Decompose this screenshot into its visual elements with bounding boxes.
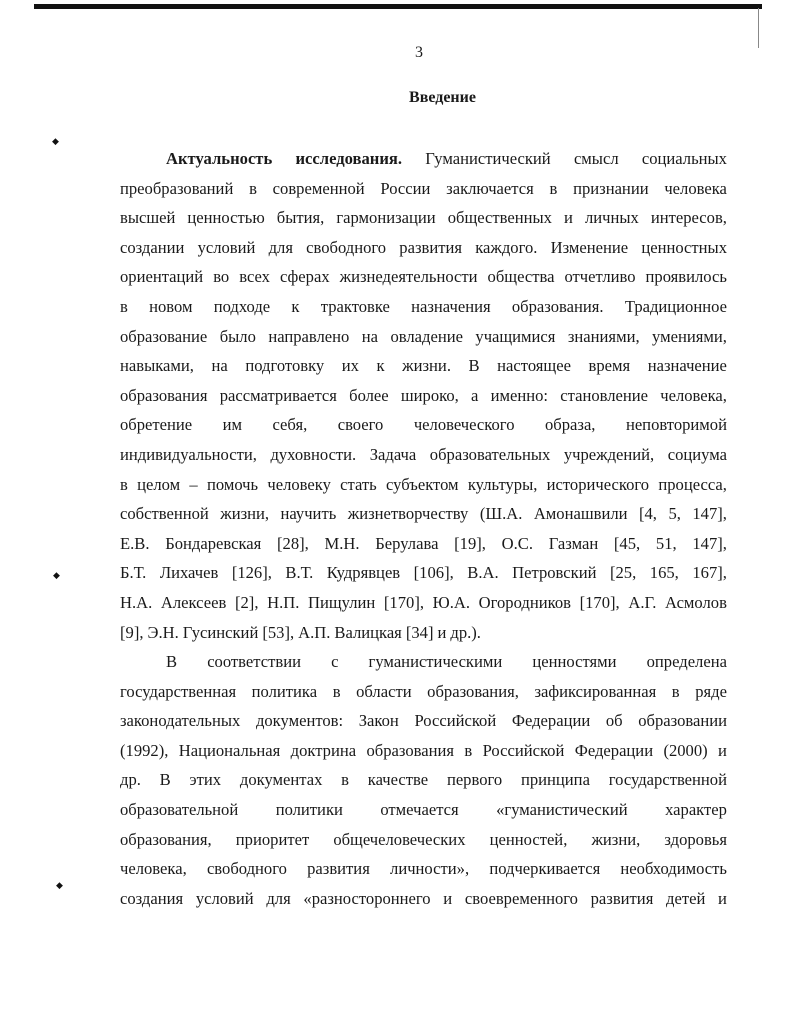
word: новом: [149, 296, 193, 316]
word: В.Т.: [285, 563, 314, 583]
word: своего: [337, 415, 384, 435]
word: с: [331, 652, 339, 672]
word: А.П.: [298, 622, 331, 642]
word: образовательных: [429, 444, 551, 464]
word: ценностей,: [489, 829, 568, 849]
text-line: [120, 558, 727, 588]
word: Амонашвили: [533, 504, 628, 524]
word: В: [159, 770, 171, 790]
word: к: [291, 296, 300, 316]
word: политика: [251, 681, 318, 701]
text-line: [120, 381, 727, 411]
word: документах: [239, 770, 323, 790]
word: приоритет: [235, 829, 310, 849]
word: в: [120, 296, 128, 316]
word: Российской: [414, 711, 497, 731]
word: жизни,: [591, 829, 641, 849]
word: образования,: [427, 681, 519, 701]
text-line: [120, 203, 727, 233]
word: законодательных: [120, 711, 241, 731]
word: во: [213, 267, 230, 287]
text-line: [120, 825, 727, 855]
word: [2],: [234, 592, 259, 612]
word: [106],: [413, 563, 454, 583]
word: было: [219, 326, 256, 346]
word: общечеловеческих: [333, 829, 466, 849]
word: М.Н.: [324, 533, 360, 553]
punch-hole-mark: ◆: [53, 570, 60, 580]
word: гармонизации: [336, 208, 436, 228]
text-line: [120, 736, 727, 766]
word: В: [468, 356, 480, 376]
word: образовательной: [120, 800, 239, 820]
text-line: [120, 529, 727, 559]
word: а: [471, 385, 479, 405]
word: условий: [195, 888, 254, 908]
word: заключается: [446, 178, 534, 198]
word: индивидуальности,: [120, 444, 257, 464]
word: социума: [667, 444, 727, 464]
word: человеку: [267, 474, 331, 494]
word: 167],: [692, 563, 727, 583]
word: «гуманистический: [496, 800, 628, 820]
word: проявилось: [645, 267, 727, 287]
word: др.).: [450, 622, 481, 642]
word: документов:: [255, 711, 344, 731]
word: Алексеев: [160, 592, 227, 612]
word: им: [222, 415, 243, 435]
word: и: [443, 888, 453, 908]
word: [45,: [613, 533, 641, 553]
word: и: [718, 740, 727, 760]
word: Федерации: [511, 711, 591, 731]
punch-hole-mark: ◆: [52, 136, 59, 146]
word: Е.В.: [120, 533, 150, 553]
word: [34]: [405, 622, 434, 642]
word: личных: [584, 208, 639, 228]
word: [25,: [609, 563, 637, 583]
text-line: [120, 795, 727, 825]
word: 51,: [655, 533, 677, 553]
word: [53],: [262, 622, 295, 642]
word: образования,: [120, 829, 212, 849]
word: становление: [560, 385, 649, 405]
word: на: [211, 356, 228, 376]
word: Валицкая: [334, 622, 402, 642]
word: культуры,: [467, 474, 538, 494]
word: широко,: [400, 385, 459, 405]
word: области: [356, 681, 412, 701]
text-line: [120, 410, 727, 440]
word: преобразований: [120, 178, 234, 198]
word: [170],: [579, 592, 620, 612]
text-line: [120, 322, 727, 352]
word: подходе: [213, 296, 271, 316]
word: человеческого: [413, 415, 515, 435]
word: детей: [666, 888, 706, 908]
word: образования: [366, 740, 454, 760]
word: условий: [197, 237, 256, 257]
text-line: [120, 292, 727, 322]
word: 147],: [692, 504, 727, 524]
scan-top-border: [34, 4, 762, 9]
word: Газман: [548, 533, 599, 553]
word: рассматривается: [219, 385, 337, 405]
word: жизнедеятельности: [339, 267, 478, 287]
word: Традиционное: [624, 296, 727, 316]
word: Н.П.: [267, 592, 300, 612]
word: на: [361, 326, 379, 346]
word: определена: [646, 652, 727, 672]
word: учреждений,: [563, 444, 655, 464]
word: и: [437, 622, 447, 642]
word: обретение: [120, 415, 193, 435]
word: в: [120, 474, 128, 494]
word: В: [166, 652, 178, 672]
text-line: [120, 440, 727, 470]
text-line: [120, 765, 727, 795]
word: трактовке: [320, 296, 390, 316]
word: смысл: [573, 149, 619, 168]
word: [126],: [231, 563, 272, 583]
word: назначения: [411, 296, 491, 316]
body-text: [120, 144, 727, 913]
word: собственной: [120, 504, 209, 524]
word: исследования.: [295, 149, 403, 168]
word: ряде: [695, 681, 727, 701]
word: их: [341, 356, 359, 376]
word: ценностью: [187, 208, 265, 228]
word: стать: [340, 474, 377, 494]
word: свободного: [206, 859, 287, 879]
word: себя,: [272, 415, 308, 435]
word: образование: [120, 326, 208, 346]
word: современной: [272, 178, 365, 198]
word: жизнетворчеству: [347, 504, 469, 524]
word: Задача: [369, 444, 417, 464]
word: личности»,: [390, 859, 470, 879]
word: Н.А.: [120, 592, 153, 612]
word: Ю.А.: [432, 592, 470, 612]
word: –: [189, 474, 198, 494]
word: образования: [120, 385, 208, 405]
word: человека: [664, 178, 727, 198]
word: России: [380, 178, 431, 198]
word: неповторимой: [625, 415, 727, 435]
text-line: [120, 144, 727, 174]
word: подготовку: [245, 356, 325, 376]
word: умениями,: [652, 326, 727, 346]
word: помочь: [206, 474, 259, 494]
word: в: [671, 681, 680, 701]
text-line: [120, 647, 727, 677]
word: направлено: [268, 326, 350, 346]
text-line: [120, 262, 727, 292]
word: зафиксированная: [534, 681, 657, 701]
text-line: [120, 499, 727, 529]
word: образовании: [638, 711, 727, 731]
word: отмечается: [380, 800, 459, 820]
word: Российской: [482, 740, 565, 760]
word: ценностных: [641, 237, 727, 257]
word: государственной: [608, 770, 727, 790]
word: общества: [487, 267, 555, 287]
word: навыками,: [120, 356, 194, 376]
word: Б.Т.: [120, 563, 147, 583]
word: 5,: [668, 504, 681, 524]
text-line: [120, 174, 727, 204]
word: учащимися: [475, 326, 556, 346]
word: Актуальность: [166, 149, 273, 168]
word: Петровский: [512, 563, 597, 583]
word: др.: [120, 770, 141, 790]
word: знаниями,: [567, 326, 640, 346]
word: политики: [275, 800, 343, 820]
word: ценностями: [532, 652, 617, 672]
word: (2000): [663, 740, 708, 760]
word: Пищулин: [308, 592, 376, 612]
word: Федерации: [574, 740, 654, 760]
word: развития: [399, 237, 462, 257]
word: время: [588, 356, 631, 376]
section-heading: Введение: [409, 89, 476, 106]
word: создании: [120, 237, 185, 257]
page-number: 3: [415, 44, 423, 61]
word: государственная: [120, 681, 237, 701]
text-line: [120, 854, 727, 884]
word: подчеркивается: [489, 859, 601, 879]
word: ориентаций: [120, 267, 204, 287]
word: целом: [137, 474, 181, 494]
word: гуманистическими: [368, 652, 503, 672]
word: более: [349, 385, 389, 405]
word: Берулава: [375, 533, 439, 553]
word: Изменение: [550, 237, 629, 257]
word: научить: [280, 504, 337, 524]
word: характер: [665, 800, 727, 820]
text-line: [120, 470, 727, 500]
word: Кудрявцев: [326, 563, 401, 583]
word: об: [605, 711, 623, 731]
word: А.Г.: [628, 592, 657, 612]
punch-hole-mark: ◆: [56, 880, 63, 890]
word: [4,: [638, 504, 657, 524]
word: в: [464, 740, 473, 760]
word: жизни.: [402, 356, 451, 376]
text-line: [120, 884, 727, 914]
word: человека,: [660, 385, 727, 405]
word: Огородников: [478, 592, 571, 612]
word: к: [376, 356, 385, 376]
word: 165,: [649, 563, 679, 583]
word: для: [268, 237, 293, 257]
text-line: [120, 677, 727, 707]
word: Закон: [358, 711, 399, 731]
word: В.А.: [467, 563, 499, 583]
word: Лихачев: [159, 563, 219, 583]
word: свободного: [306, 237, 387, 257]
word: принципа: [520, 770, 590, 790]
word: создания: [120, 888, 184, 908]
word: и: [718, 888, 727, 908]
word: признании: [573, 178, 649, 198]
word: здоровья: [664, 829, 727, 849]
word: отчетливо: [564, 267, 636, 287]
word: [9],: [120, 622, 144, 642]
word: интересов,: [650, 208, 727, 228]
word: Гусинский: [182, 622, 259, 642]
word: бытия,: [276, 208, 325, 228]
word: развития: [307, 859, 370, 879]
word: субъектом: [386, 474, 459, 494]
word: духовности.: [270, 444, 357, 464]
word: для: [266, 888, 291, 908]
word: первого: [446, 770, 503, 790]
word: Асмолов: [665, 592, 727, 612]
word: человека,: [120, 859, 187, 879]
word: «разностороннего: [303, 888, 431, 908]
word: доктрина: [290, 740, 357, 760]
word: этих: [189, 770, 222, 790]
word: Бондаревская: [165, 533, 262, 553]
word: исторического: [546, 474, 650, 494]
word: [170],: [383, 592, 424, 612]
word: своевременного: [464, 888, 578, 908]
word: Национальная: [178, 740, 281, 760]
word: Э.Н.: [147, 622, 179, 642]
word: в: [332, 681, 341, 701]
word: настоящее: [497, 356, 571, 376]
word: в: [341, 770, 350, 790]
word: О.С.: [501, 533, 533, 553]
word: 147],: [692, 533, 727, 553]
word: и: [564, 208, 573, 228]
word: высшей: [120, 208, 176, 228]
word: [19],: [454, 533, 486, 553]
word: развития: [590, 888, 654, 908]
word: (Ш.А.: [479, 504, 523, 524]
word: всех: [239, 267, 270, 287]
word: Гуманистический: [425, 149, 551, 168]
word: [28],: [277, 533, 309, 553]
word: в: [549, 178, 558, 198]
word: социальных: [641, 149, 727, 168]
word: именно:: [490, 385, 549, 405]
word: сферах: [279, 267, 330, 287]
text-line: [120, 618, 727, 648]
word: овладение: [390, 326, 463, 346]
word: необходимость: [620, 859, 727, 879]
word: качестве: [367, 770, 429, 790]
word: в: [249, 178, 257, 198]
word: соответствии: [207, 652, 301, 672]
scan-right-edge: [758, 8, 759, 48]
text-line: [120, 351, 727, 381]
word: общественных: [447, 208, 552, 228]
word: образования.: [511, 296, 604, 316]
word: образа,: [544, 415, 596, 435]
word: жизни,: [220, 504, 270, 524]
text-line: [120, 706, 727, 736]
text-line: [120, 588, 727, 618]
word: каждого.: [475, 237, 538, 257]
word: процесса,: [658, 474, 727, 494]
word: назначение: [647, 356, 727, 376]
word: (1992),: [120, 740, 169, 760]
text-line: [120, 233, 727, 263]
